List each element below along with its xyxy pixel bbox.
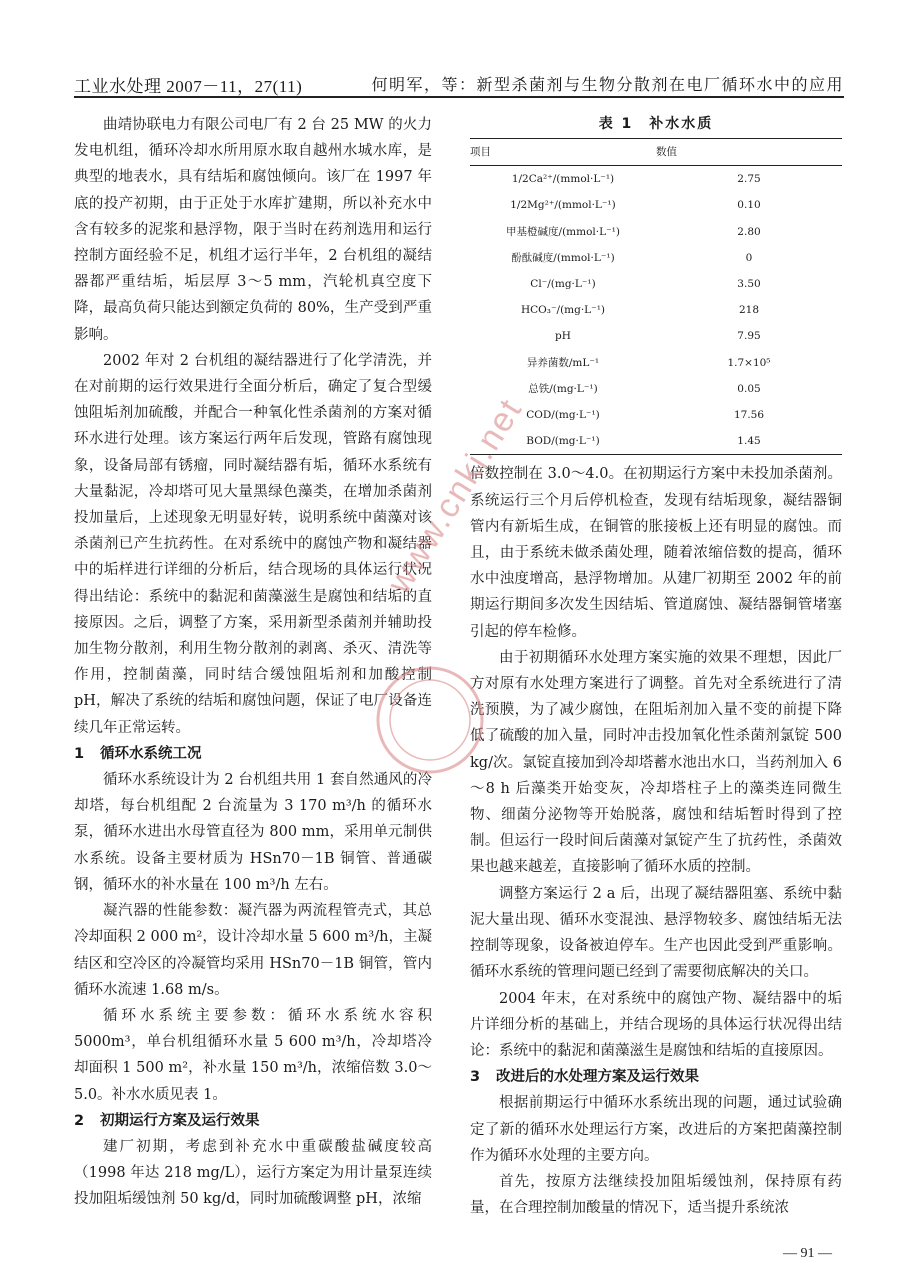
section-heading-3 <box>470 1064 842 1090</box>
cell-value: 2.75 <box>737 173 761 186</box>
section-heading-2 <box>74 1108 432 1134</box>
cell-item: pH <box>555 330 571 343</box>
paragraph: 首先，按原方法继续投加阻垢缓蚀剂，保持原有药量，在合理控制加酸量的情况下，适当提升系统浓 <box>470 1173 842 1217</box>
paragraph: 曲靖协联电力有限公司电厂有 2 台 25 MW 的火力发电机组，循环冷却水所用原水取自越州水城水库，是典型的地表水，具有结垢和腐蚀倾向。该厂在 1997 年底的投产初期，由于正处于水库扩建期，所以补充水中含有较多的泥浆和悬浮物，限于当时在药剂选用和运行控制方面经验不足，机组才运行半年，2 台机组的凝结器都严重结垢，垢层厚 3～5 mm，汽轮机真空度下降，最高负荷只能达到额定负荷的 80%，生产受到严重影响。 <box>74 117 432 343</box>
cell-item: 异养菌数/mL⁻¹ <box>526 356 600 369</box>
cell-value: 1.7×10⁵ <box>727 356 771 369</box>
section-title: 初期运行方案及运行效果 <box>100 1112 260 1129</box>
column-header-value: 数值 <box>656 139 842 166</box>
watermark-seal-icon <box>370 660 490 780</box>
table <box>470 138 842 455</box>
section-number: 2 <box>74 1112 85 1129</box>
cell-value: 218 <box>738 304 760 317</box>
cell-value: 7.95 <box>737 330 761 343</box>
section-title: 改进后的水处理方案及运行效果 <box>496 1069 699 1086</box>
table-row <box>470 350 842 376</box>
table-row <box>470 376 842 402</box>
journal-info: 工业水处理 2007－11，27(11) <box>74 77 303 96</box>
table-row <box>470 297 842 323</box>
column-header-item: 项目 <box>470 139 656 166</box>
table-row <box>470 323 842 349</box>
watermark-text: www.cnki.net <box>380 391 531 601</box>
paragraph: 凝汽器的性能参数：凝汽器为两流程管壳式，其总冷却面积 2 000 m²，设计冷却水量 5 600 m³/h，主凝结区和空冷区的冷凝管均采用 HSn70－1B 铜管，管内循环水流速 1.68 m/s。 <box>74 903 432 998</box>
cell-item: COD/(mg·L⁻¹) <box>526 409 600 422</box>
cell-item: BOD/(mg·L⁻¹) <box>470 428 656 455</box>
table-row <box>470 245 842 271</box>
cell-value: 17.56 <box>733 409 765 422</box>
cell-item: HCO₃⁻/(mg·L⁻¹) <box>520 304 606 317</box>
cell-item: 甲基橙碱度/(mmol·L⁻¹) <box>506 225 620 238</box>
paragraph: 根据前期运行中循环水系统出现的问题，通过试验确定了新的循环水处理运行方案，改进后的方案把菌藻控制作为循环水处理的主要方向。 <box>470 1095 842 1164</box>
cell-item: 总铁/(mg·L⁻¹) <box>528 382 598 395</box>
paragraph: 由于初期循环水处理方案实施的效果不理想，因此厂方对原有水处理方案进行了调整。首先对全系统进行了清洗预膜，为了减少腐蚀，在阻垢剂加入量不变的前提下降低了硫酸的加入量，同时冲击投加氧化性杀菌剂氯锭 500 kg/次。氯锭直接加到冷却塔蓄水池出水口，当药剂加入 6～8 h 后藻类开始变灰，冷却塔柱子上的藻类连同微生物、细菌分泌物等开始脱落，腐蚀和结垢暂时得到了控制。但运行一段时间后菌藻对氯锭产生了抗药性，杀菌效果也越来越差，直接影响了循环水质的控制。 <box>470 649 842 876</box>
cell-item: 1/2Ca²⁺/(mmol·L⁻¹) <box>511 173 615 186</box>
article-running-title: 何明军，等：新型杀菌剂与生物分散剂在电厂循环水中的应用 <box>371 77 844 94</box>
paragraph: 循环水系统主要参数：循环水系统水容积 5000m³，单台机组循环水量 5 600 m³/h，冷却塔冷却面积 1 500 m²，补水量 150 m³/h，浓缩倍数 3.0～5.0。补水水质见表 1。 <box>74 1007 432 1103</box>
paragraph: 2002 年对 2 台机组的凝结器进行了化学清洗，并在对前期的运行效果进行全面分析后，确定了复合型缓蚀阻垢剂加硫酸，并配合一种氧化性杀菌剂的方案对循环水进行处理。该方案运行两年后发现，管路有腐蚀现象，设备局部有锈瘤，同时凝结器有垢，循环水系统有大量黏泥，冷却塔可见大量黑绿色藻类，在增加杀菌剂投加量后，上述现象无明显好转，说明系统中菌藻对该杀菌剂已产生抗药性。在对系统中的腐蚀产物和凝结器中的垢样进行详细的分析后，结合现场的具体运行状况得出结论：系统中的黏泥和菌藻滋生是腐蚀和结垢的直接原因。之后，调整了方案，采用新型杀菌剂并辅助投加生物分散剂，利用生物分散剂的剥离、杀灭、清洗等作用，控制菌藻，同时结合缓蚀阻垢剂和加酸控制 pH，解决了系统的结垢和腐蚀问题，保证了电厂设备连续几年正常运转。 <box>74 352 432 736</box>
cell-item: Cl⁻/(mg·L⁻¹) <box>530 278 596 291</box>
table-row <box>470 428 842 455</box>
cell-item: 酚酞碱度/(mmol·L⁻¹) <box>511 251 615 264</box>
cell-value: 3.50 <box>737 278 761 291</box>
table-row <box>470 192 842 218</box>
cell-value: 0.05 <box>737 382 761 395</box>
table-caption: 表 1 补水水质 <box>598 116 714 132</box>
page-number: — 91 — <box>783 1246 832 1261</box>
table-row <box>470 166 842 193</box>
header-rule <box>74 96 844 98</box>
cell-value: 0.10 <box>737 199 761 212</box>
cell-value: 2.80 <box>737 225 761 238</box>
water-quality-table <box>470 114 842 455</box>
section-title: 循环水系统工况 <box>100 745 202 762</box>
cell-value: 1.45 <box>656 428 842 455</box>
paragraph: 倍数控制在 3.0～4.0。在初期运行方案中未投加杀菌剂。系统运行三个月后停机检查，发现有结垢现象，凝结器铜管内有新垢生成，在铜管的胀接板上还有明显的腐蚀。而且，由于系统未做杀菌处理，随着浓缩倍数的提高，循环水中浊度增高，悬浮物增加。从建厂初期至 2002 年的前期运行期间多次发生因结垢、管道腐蚀、凝结器铜管堵塞引起的停车检修。 <box>470 466 842 640</box>
paragraph: 调整方案运行 2 a 后，出现了凝结器阻塞、系统中黏泥大量出现、循环水变混浊、悬浮物较多、腐蚀结垢无法控制等现象，设备被迫停车。生产也因此受到严重影响。循环水系统的管理问题已经到了需要彻底解决的关口。 <box>470 885 842 981</box>
running-header <box>74 66 844 98</box>
section-number: 1 <box>74 745 85 762</box>
cell-item: 1/2Mg²⁺/(mmol·L⁻¹) <box>510 199 616 212</box>
table-row <box>470 271 842 297</box>
paragraph: 建厂初期，考虑到补充水中重碳酸盐碱度较高（1998 年达 218 mg/L），运行方案定为用计量泵连续投加阻垢缓蚀剂 50 kg/d，同时加硫酸调整 pH，浓缩 <box>74 1138 432 1208</box>
cell-value: 0 <box>745 251 753 264</box>
paragraph: 2004 年末，在对系统中的腐蚀产物、凝结器中的垢片详细分析的基础上，并结合现场的具体运行状况得出结论：系统中的黏泥和菌藻滋生是腐蚀和结垢的直接原因。 <box>470 990 842 1059</box>
table-row <box>470 219 842 245</box>
paragraph: 循环水系统设计为 2 台机组共用 1 套自然通风的冷却塔，每台机组配 2 台流量为 3 170 m³/h 的循环水泵，循环水进出水母管直径为 800 mm，采用单元制供水系统。设备主要材质为 HSn70－1B 铜管、普通碳钢，循环水的补水量在 100 m³/h 左右。 <box>74 772 432 893</box>
section-number: 3 <box>470 1069 481 1086</box>
